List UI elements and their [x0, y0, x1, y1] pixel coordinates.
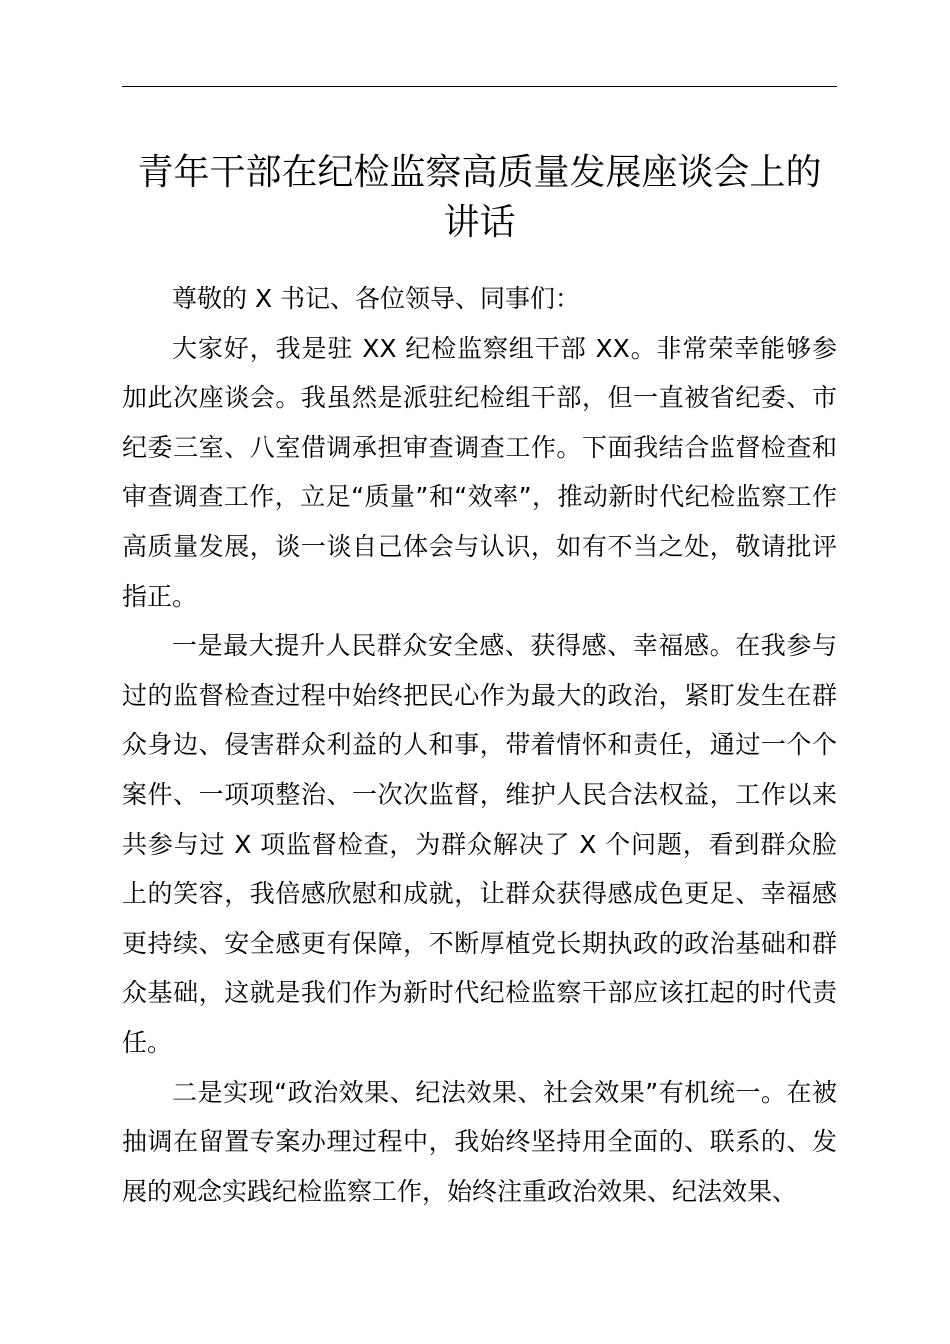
document-body	[122, 274, 837, 1216]
intro-paragraph: 大家好，我是驻 XX 纪检监察组干部 XX。非常荣幸能够参加此次座谈会。我虽然是派驻纪检组干部，但一直被省纪委、市纪委三室、八室借调承担审查调查工作。下面我结合监督检查和审查调查工作，立足“质量”和“效率”，推动新时代纪检监察工作高质量发展，谈一谈自己体会与认识，如有不当之处，敬请批评指正。	[122, 333, 837, 611]
document-title: 青年干部在纪检监察高质量发展座谈会上的讲话	[137, 152, 822, 243]
point-one-paragraph: 一是最大提升人民群众安全感、获得感、幸福感。在我参与过的监督检查过程中始终把民心作为最大的政治，紧盯发生在群众身边、侵害群众利益的人和事，带着情怀和责任，通过一个个案件、一项项整治、一次次监督，维护人民合法权益，工作以来共参与过 X 项监督检查，为群众解决了 X 个问题，看到群众脸上的笑容，我倍感欣慰和成就，让群众获得感成色更足、幸福感更持续、安全感更有保障，不断厚植党长期执政的政治基础和群众基础，这就是我们作为新时代纪检监察干部应该扛起的时代责任。	[122, 631, 837, 1057]
point-two-paragraph: 二是实现“政治效果、纪法效果、社会效果”有机统一。在被抽调在留置专案办理过程中，我始终坚持用全面的、联系的、发展的观念实践纪检监察工作，始终注重政治效果、纪法效果、	[122, 1077, 837, 1206]
header-rule	[122, 86, 837, 87]
salutation-paragraph: 尊敬的 X 书记、各位领导、同事们：	[172, 284, 581, 313]
